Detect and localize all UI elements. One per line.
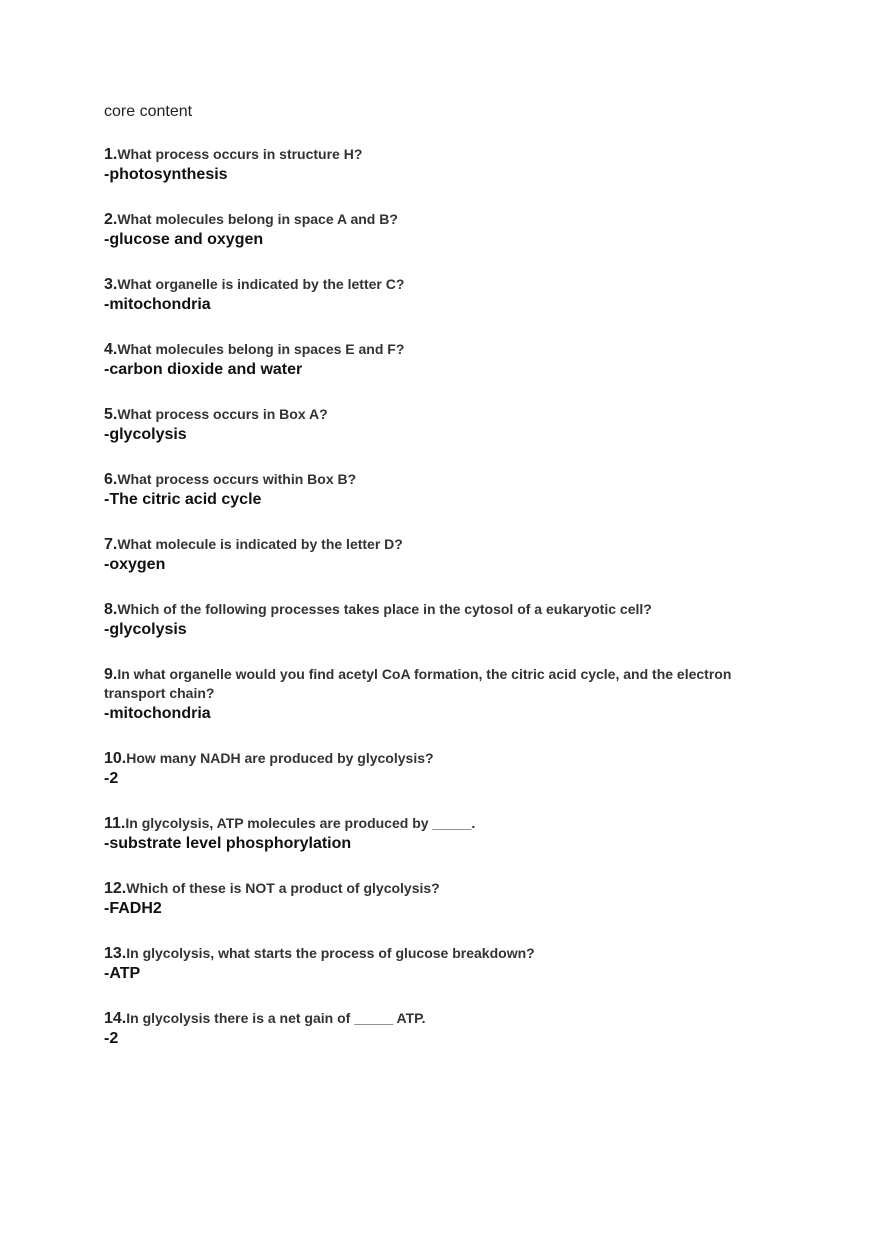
qa-item-3 — [104, 275, 784, 316]
qa-item-9 — [104, 665, 784, 725]
question — [104, 275, 784, 294]
answer: -photosynthesis — [104, 166, 228, 183]
question-number: 3. — [104, 276, 118, 293]
question-number: 5. — [104, 406, 118, 423]
question-number: 4. — [104, 341, 118, 358]
qa-item-7 — [104, 535, 784, 576]
question — [104, 665, 784, 703]
question — [104, 535, 784, 554]
question-number: 12. — [104, 880, 127, 897]
answer: -2 — [104, 770, 119, 787]
answer: -mitochondria — [104, 705, 211, 722]
question-text: How many NADH are produced by glycolysis? — [126, 750, 434, 766]
question — [104, 405, 784, 424]
question-text: Which of these is NOT a product of glycolysis? — [126, 880, 440, 896]
answer: -mitochondria — [104, 296, 211, 313]
answer: -oxygen — [104, 556, 166, 573]
qa-item-1 — [104, 145, 784, 186]
document-title: core content — [104, 103, 193, 120]
question-text: What process occurs in structure H? — [117, 146, 363, 162]
question-text: In glycolysis there is a net gain of _____ ATP. — [126, 1010, 426, 1026]
qa-item-10 — [104, 749, 784, 790]
question — [104, 749, 784, 768]
answer: -glucose and oxygen — [104, 231, 264, 248]
question-text: In glycolysis, ATP molecules are produced by _____. — [125, 815, 476, 831]
question-text: What process occurs within Box B? — [117, 471, 357, 487]
question-number: 1. — [104, 146, 118, 163]
question-text: What organelle is indicated by the letter C? — [117, 276, 405, 292]
question — [104, 944, 784, 963]
qa-item-6 — [104, 470, 784, 511]
question — [104, 814, 784, 833]
question-text: What molecules belong in spaces E and F? — [117, 341, 405, 357]
question — [104, 145, 784, 164]
question-number: 2. — [104, 211, 118, 228]
answer: -ATP — [104, 965, 141, 982]
question — [104, 879, 784, 898]
question-text: What process occurs in Box A? — [117, 406, 328, 422]
answer: -2 — [104, 1030, 119, 1047]
question — [104, 1009, 784, 1028]
question-text: What molecule is indicated by the letter D? — [117, 536, 403, 552]
answer: -glycolysis — [104, 426, 187, 443]
question-number: 6. — [104, 471, 118, 488]
qa-item-11 — [104, 814, 784, 855]
question — [104, 600, 784, 619]
question-text: In what organelle would you find acetyl CoA formation, the citric acid cycle, and the electron transport chain? — [104, 666, 732, 701]
question-number: 8. — [104, 601, 118, 618]
answer: -FADH2 — [104, 900, 162, 917]
question-text: What molecules belong in space A and B? — [117, 211, 398, 227]
question-number: 11. — [104, 815, 126, 832]
question — [104, 210, 784, 229]
answer: -substrate level phosphorylation — [104, 835, 352, 852]
answer: -glycolysis — [104, 621, 187, 638]
qa-item-12 — [104, 879, 784, 920]
question-number: 9. — [104, 666, 118, 683]
qa-item-8 — [104, 600, 784, 641]
question-number: 13. — [104, 945, 127, 962]
question-number: 14. — [104, 1010, 127, 1027]
qa-item-4 — [104, 340, 784, 381]
qa-item-2 — [104, 210, 784, 251]
answer: -carbon dioxide and water — [104, 361, 303, 378]
qa-item-14 — [104, 1009, 784, 1050]
question-text: In glycolysis, what starts the process of glucose breakdown? — [126, 945, 535, 961]
qa-item-5 — [104, 405, 784, 446]
question-text: Which of the following processes takes place in the cytosol of a eukaryotic cell? — [117, 601, 652, 617]
answer: -The citric acid cycle — [104, 491, 262, 508]
qa-item-13 — [104, 944, 784, 985]
document-page — [104, 101, 784, 1074]
question — [104, 470, 784, 489]
question — [104, 340, 784, 359]
question-number: 10. — [104, 750, 127, 767]
question-number: 7. — [104, 536, 118, 553]
